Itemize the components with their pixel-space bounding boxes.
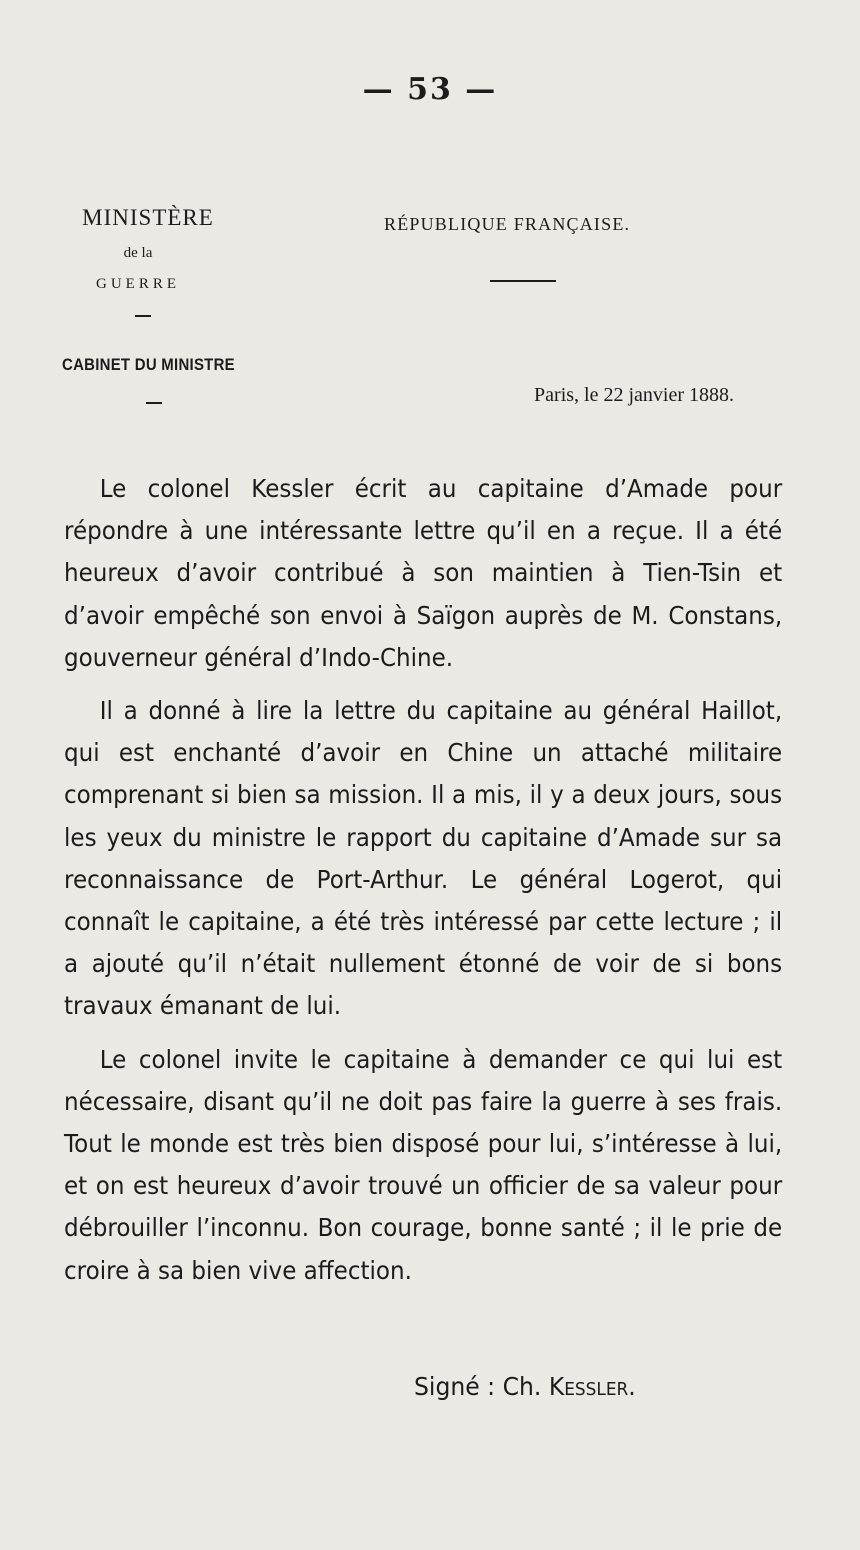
republic-heading: RÉPUBLIQUE FRANÇAISE.	[384, 214, 631, 234]
signature-name: Kessler.	[548, 1372, 636, 1401]
body-paragraph: Le colonel invite le capitaine à demander ce qui lui est nécessaire, disant qu’il ne doit pas faire la guerre à ses frais. Tout le monde est très bien disposé pour lui, s’intéresse à lui, et on est heureux d’avoir trouvé un officier de sa valeur pour débrouiller l’inconnu. Bon courage, bonne santé ; il le prie de croire à sa bien vive affection.	[64, 1044, 783, 1285]
ministry-name: MINISTÈRE	[82, 205, 214, 230]
ministry-department: GUERRE	[96, 276, 180, 292]
signature-prefix: Signé : Ch.	[414, 1372, 549, 1401]
cabinet-divider	[146, 402, 162, 404]
ministry-header	[60, 205, 260, 317]
ministry-article: de la	[123, 245, 153, 261]
letter-body	[64, 468, 782, 1303]
cabinet-heading: CABINET DU MINISTRE	[62, 355, 235, 374]
letter-date: Paris, le 22 janvier 1888.	[534, 384, 734, 406]
page-number: — 53 —	[362, 72, 498, 107]
body-paragraph: Il a donné à lire la lettre du capitaine au général Haillot, qui est enchanté d’avoir en Chine un attaché militaire comprenant si bien sa mission. Il a mis, il y a deux jours, sous les yeux du ministre le rapport du capitaine d’Amade sur sa reconnaissance de Port-Arthur. Le général Logerot, qui connaît le capitaine, a été très intéressé par cette lecture ; il a ajouté qu’il n’était nullement étonné de voir de si bons travaux émanant de lui.	[64, 696, 783, 1021]
signature	[414, 1372, 636, 1401]
body-paragraph: Le colonel Kessler écrit au capitaine d’Amade pour répondre à une intéressante lettre qu’il en a reçue. Il a été heureux d’avoir contribué à son maintien à Tien-Tsin et d’avoir empêché son envoi à Saïgon auprès de M. Constans, gouverneur général d’Indo-Chine.	[64, 474, 783, 672]
republic-divider	[490, 280, 556, 282]
header-divider	[135, 315, 151, 317]
